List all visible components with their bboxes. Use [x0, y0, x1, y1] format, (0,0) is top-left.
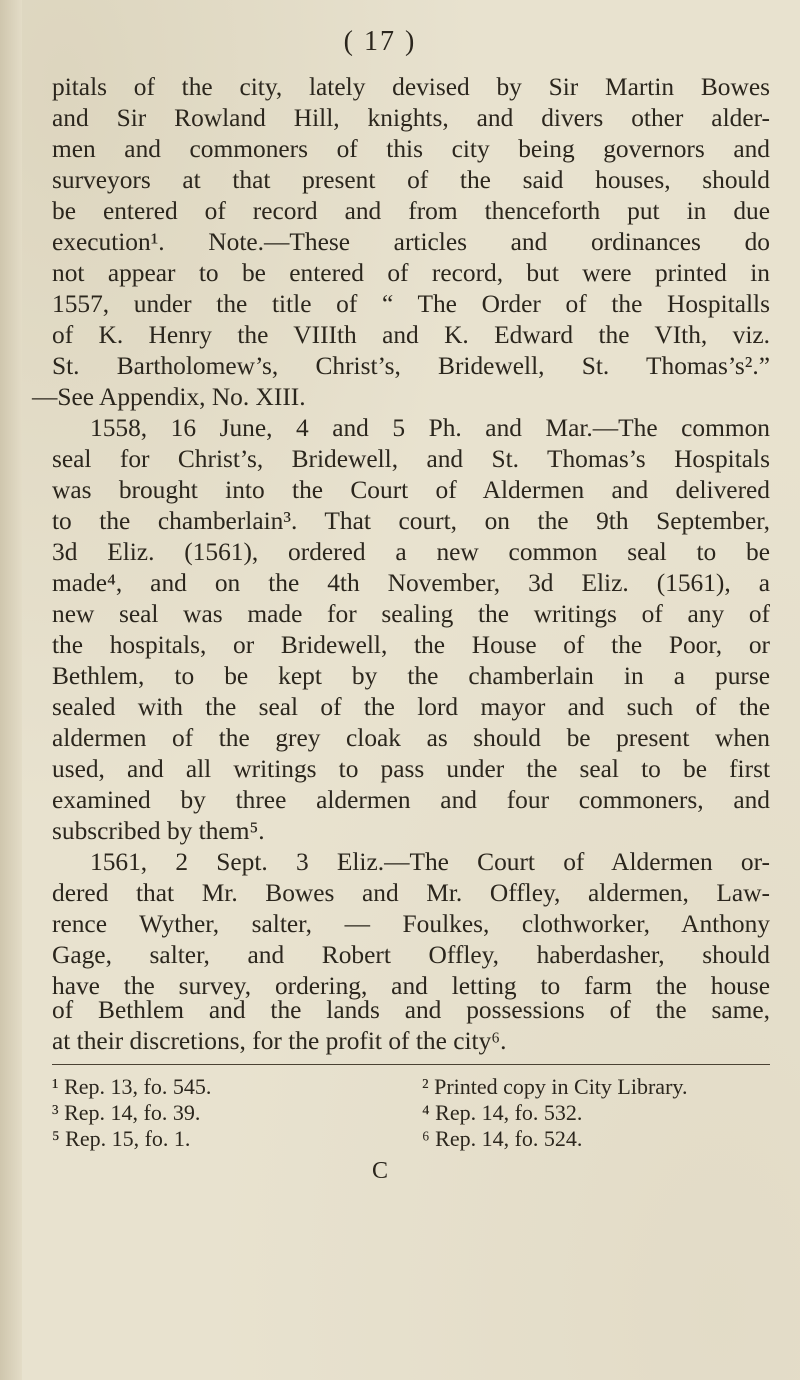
text-line: new seal was made for sealing the writings of any of — [52, 600, 770, 628]
text-line: pitals of the city, lately devised by Sir Martin Bowes — [52, 73, 770, 101]
text-line: aldermen of the grey cloak as should be present when — [52, 724, 770, 752]
text-line: of Bethlem and the lands and possessions of the same, — [52, 996, 770, 1024]
text-line: was brought into the Court of Aldermen and delivered — [52, 476, 770, 504]
text-line: 1561, 2 Sept. 3 Eliz.—The Court of Aldermen or- — [90, 848, 770, 876]
footnote: ² Printed copy in City Library. — [422, 1074, 688, 1099]
text-line: to the chamberlain³. That court, on the 9th September, — [52, 507, 770, 535]
text-line: execution¹. Note.—These articles and ordinances do — [52, 228, 770, 256]
text-line: be entered of record and from thenceforth put in due — [52, 197, 770, 225]
page-number: ( 17 ) — [343, 26, 417, 57]
signature-mark: C — [371, 1158, 388, 1184]
text-line: —See Appendix, No. XIII. — [32, 383, 306, 411]
footnote: ¹ Rep. 13, fo. 545. — [52, 1074, 212, 1099]
text-line: dered that Mr. Bowes and Mr. Offley, aldermen, Law- — [52, 879, 770, 907]
text-line: have the survey, ordering, and letting to farm the house — [52, 972, 770, 1000]
text-line: at their discretions, for the profit of the city⁶. — [52, 1027, 507, 1055]
text-line: 1557, under the title of “ The Order of the Hospitalls — [52, 290, 770, 318]
text-line: examined by three aldermen and four commoners, and — [52, 786, 770, 814]
footnote: ⁴ Rep. 14, fo. 532. — [422, 1100, 583, 1125]
text-line: rence Wyther, salter, — Foulkes, clothworker, Anthony — [52, 910, 770, 938]
text-line: Bethlem, to be kept by the chamberlain in a purse — [52, 662, 770, 690]
text-line: used, and all writings to pass under the seal to be first — [52, 755, 770, 783]
text-line: made⁴, and on the 4th November, 3d Eliz. (1561), a — [52, 569, 770, 597]
text-line: men and commoners of this city being governors and — [52, 135, 770, 163]
text-line: 1558, 16 June, 4 and 5 Ph. and Mar.—The common — [90, 414, 770, 442]
text-line: St. Bartholomew’s, Christ’s, Bridewell, St. Thomas’s².” — [52, 352, 770, 380]
text-line: surveyors at that present of the said houses, should — [52, 166, 770, 194]
text-line: seal for Christ’s, Bridewell, and St. Thomas’s Hospitals — [52, 445, 770, 473]
text-line: of K. Henry the VIIIth and K. Edward the VIth, viz. — [52, 321, 770, 349]
footnote: ³ Rep. 14, fo. 39. — [52, 1100, 201, 1125]
footnote: ⁶ Rep. 14, fo. 524. — [422, 1126, 583, 1151]
text-line: 3d Eliz. (1561), ordered a new common seal to be — [52, 538, 770, 566]
text-line: not appear to be entered of record, but were printed in — [52, 259, 770, 287]
text-line: Gage, salter, and Robert Offley, haberdasher, should — [52, 941, 770, 969]
footnote: ⁵ Rep. 15, fo. 1. — [52, 1126, 191, 1151]
text-line: the hospitals, or Bridewell, the House of the Poor, or — [52, 631, 770, 659]
text-line: subscribed by them⁵. — [52, 817, 265, 845]
text-line: sealed with the seal of the lord mayor and such of the — [52, 693, 770, 721]
text-line: and Sir Rowland Hill, knights, and divers other alder- — [52, 104, 770, 132]
footnote-divider — [52, 1064, 770, 1065]
